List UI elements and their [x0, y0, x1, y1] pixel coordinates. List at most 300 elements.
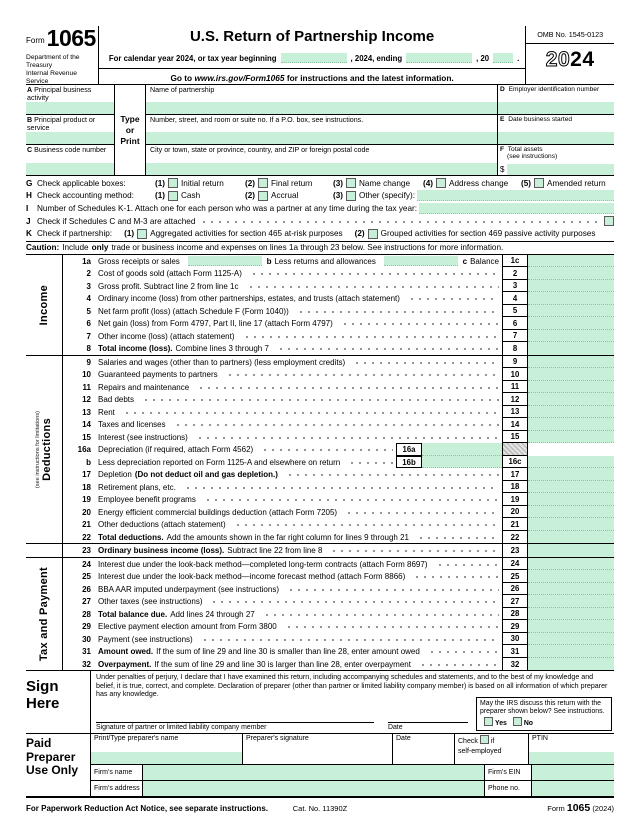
line-16a-entry-field[interactable] [422, 443, 502, 456]
line-32-amount-field[interactable] [528, 658, 614, 671]
line-25-amount-field[interactable] [528, 570, 614, 583]
line-15-number: 15 [82, 432, 91, 442]
line-16b-amount-field[interactable] [528, 456, 614, 469]
tax-year-ending-field[interactable] [406, 53, 472, 63]
line-4-amount-field[interactable] [528, 292, 614, 305]
line-31-box: 31 [502, 645, 528, 658]
line-text: Net gain (loss) from Form 4797, Part II, line 17 (attach Form 4797) [98, 319, 333, 329]
line-j-label: Check if Schedules C and M-3 are attached [37, 216, 196, 226]
line-17-row [63, 468, 614, 481]
line-8-row [63, 342, 614, 355]
line-i [26, 202, 614, 215]
line-4-number: 4 [86, 294, 91, 304]
line-6-row [63, 317, 614, 330]
line-21-row [63, 518, 614, 531]
line-g-letter: G [26, 178, 33, 188]
line-text: c [462, 256, 468, 266]
self-employed-checkbox[interactable] [480, 735, 489, 744]
line-22-amount-field[interactable] [528, 531, 614, 544]
dot-leader [285, 583, 499, 596]
line-5-box: 5 [502, 305, 528, 318]
goto-post: for instructions and the latest information. [286, 73, 454, 83]
line-16b-entry-field[interactable] [422, 456, 502, 469]
line-text: Bad debts [98, 395, 135, 405]
line-text: Add lines 24 through 27 [170, 609, 255, 619]
line-30-amount-field[interactable] [528, 633, 614, 646]
preparer-date-cell[interactable] [393, 734, 455, 764]
dot-leader [202, 493, 499, 506]
caution-word: Caution: [26, 243, 60, 253]
calendar-end-text: , 20 [476, 53, 490, 63]
line-3-amount-field[interactable] [528, 280, 614, 293]
deductions-label: Deductions [41, 418, 53, 482]
line-k: K Check if partnership: (1) Aggregated activities for section 465 at-risk purposes (2) Grouped activities for section 469 passive activity purposes [26, 229, 596, 239]
line-26-box: 26 [502, 583, 528, 596]
dot-leader [121, 406, 499, 419]
line-27-amount-field[interactable] [528, 595, 614, 608]
dept-line1: Department of the Treasury [26, 54, 80, 69]
city-state-zip-label: City or town, state or province, country, and ZIP or foreign postal code [150, 146, 370, 154]
line-12-amount-field[interactable] [528, 393, 614, 406]
discuss-yes-checkbox[interactable] [484, 717, 493, 726]
line-1b-less-returns-field[interactable] [384, 256, 458, 266]
line-15-row [63, 431, 614, 444]
section-taxpayment [26, 558, 614, 672]
dot-leader [199, 633, 499, 646]
firm-address-label: Firm's address [91, 781, 143, 796]
line-23-number: 23 [82, 546, 91, 556]
line-text: Add the amounts shown in the far right column for lines 9 through 21 [166, 532, 410, 542]
line-8-number: 8 [86, 344, 91, 354]
line-text: (Do not deduct oil and gas depletion.) [134, 470, 278, 480]
line-g: G Check applicable boxes: (1) Initial return (2) Final return (3) Name change (4) Address change (5) Amended return [26, 178, 606, 188]
line-24-amount-field[interactable] [528, 558, 614, 571]
line-13-amount-field[interactable] [528, 406, 614, 419]
preparer-signature-label: Preparer's signature [246, 735, 309, 743]
line-text: Retirement plans, etc. [98, 482, 176, 492]
line-28-amount-field[interactable] [528, 608, 614, 621]
line-19-amount-field[interactable] [528, 493, 614, 506]
line-text: Other income (loss) (attach statement) [98, 331, 235, 341]
line-4-row [63, 292, 614, 305]
dot-leader [346, 456, 393, 469]
section-deductions [26, 356, 614, 545]
line-text: Payment (see instructions) [98, 634, 193, 644]
line-k-letter: K [26, 229, 32, 239]
line-2-box: 2 [502, 267, 528, 280]
ein-field[interactable] [498, 102, 614, 114]
dot-leader [140, 393, 499, 406]
dot-leader [415, 531, 499, 544]
line-text: If the sum of line 29 and line 30 is smaller than line 28, enter amount owed [156, 647, 420, 657]
line-text: Overpayment. [98, 659, 152, 669]
line-17-amount-field[interactable] [528, 468, 614, 481]
line-7-amount-field[interactable] [528, 330, 614, 343]
income-label: Income [38, 284, 50, 326]
line-31-row [63, 645, 614, 658]
line-11-box: 11 [502, 381, 528, 394]
dot-leader [339, 317, 499, 330]
sign-here-section [26, 671, 614, 734]
section-income [26, 255, 614, 356]
line-16a-row [63, 443, 614, 456]
line-text: Total income (loss). [98, 344, 173, 354]
form-number: 1065 [46, 25, 96, 51]
calendar-period: . [517, 53, 520, 63]
line-14-number: 14 [82, 420, 91, 430]
line-19-row [63, 493, 614, 506]
line-text: Depreciation (if required, attach Form 4562) [98, 445, 254, 455]
line-text: b [266, 256, 272, 266]
line-5-row [63, 305, 614, 318]
line-22-row [63, 531, 614, 544]
ptin-field[interactable] [529, 752, 614, 764]
line-text: Employee benefit programs [98, 495, 196, 505]
section-sidebar-income [26, 255, 63, 355]
section-line23 [26, 544, 614, 558]
taxpayment-label: Tax and Payment [38, 567, 50, 662]
dot-leader [283, 620, 499, 633]
date-business-started-field[interactable] [498, 132, 614, 144]
line-25-row [63, 570, 614, 583]
line-13-number: 13 [82, 407, 91, 417]
business-code-field[interactable] [26, 163, 114, 175]
name-change-checkbox[interactable] [346, 178, 356, 188]
line-3-number: 3 [86, 281, 91, 291]
line-27-number: 27 [82, 597, 91, 607]
firm-ein-field[interactable] [532, 765, 614, 780]
line-1a-number: 1a [82, 256, 91, 266]
partnership-name-label: Name of partnership [150, 86, 215, 94]
line-16b-row [63, 456, 614, 469]
tax-year-badge: 2024 [545, 48, 595, 71]
dot-leader [351, 356, 499, 369]
line-30-row [63, 633, 614, 646]
line-24-box: 24 [502, 558, 528, 571]
dot-leader [406, 292, 499, 305]
other-method-specify-field[interactable] [417, 190, 614, 201]
principal-product-field[interactable] [26, 132, 114, 144]
line-12-number: 12 [82, 395, 91, 405]
line-text: Guaranteed payments to partners [98, 370, 218, 380]
total-assets-sublabel: (see instructions) [507, 153, 558, 160]
line-16a-amount-blank [528, 443, 614, 456]
main-lines-table [26, 255, 614, 672]
dollar-sign: $ [500, 165, 505, 174]
line-text: Balance [470, 256, 499, 266]
line-9-number: 9 [86, 357, 91, 367]
line-28-number: 28 [82, 609, 91, 619]
preparer-signature-cell[interactable] [243, 734, 393, 764]
line-5-amount-field[interactable] [528, 305, 614, 318]
discuss-yes-label: Yes [495, 719, 507, 727]
city-state-zip-field[interactable] [146, 163, 497, 175]
line-1a-gross-receipts-field[interactable] [188, 256, 262, 266]
line-7-box: 7 [502, 330, 528, 343]
dot-leader [172, 418, 499, 431]
line-text: Total balance due. [98, 609, 168, 619]
preparer-name-label: Print/Type preparer's name [94, 735, 179, 743]
form-header [26, 26, 614, 85]
line-28-box: 28 [502, 608, 528, 621]
type-or-print-label: Type or Print [114, 85, 146, 175]
dot-leader [245, 280, 500, 293]
dot-leader [261, 608, 499, 621]
irs-discuss-text: May the IRS discuss this return with the preparer shown below? See instructions. [480, 699, 605, 716]
line-text: Less depreciation reported on Form 1125-A and elsewhere on return [98, 457, 341, 467]
form-id-block [26, 26, 99, 84]
firm-address-field[interactable] [143, 781, 484, 796]
line-10-number: 10 [82, 370, 91, 380]
ptin-cell [529, 734, 614, 764]
line-11-row [63, 381, 614, 394]
line-18-box: 18 [502, 481, 528, 494]
dot-leader [417, 658, 499, 671]
discuss-no-label: No [523, 719, 533, 727]
line-16a-inner-box: 16a [396, 443, 422, 456]
dot-leader [259, 443, 393, 456]
line-text: Energy efficient commercial buildings deduction (attach Form 7205) [98, 507, 338, 517]
line-j-letter: J [26, 216, 31, 226]
amended-return-label: Amended return [547, 178, 606, 188]
line-2-row [63, 267, 614, 280]
line-16b-number: b [86, 457, 91, 467]
line-23-amount-field[interactable] [528, 544, 614, 557]
partnership-name-field[interactable] [146, 102, 497, 114]
line-16b-inner-box: 16b [396, 456, 422, 469]
dot-leader [248, 267, 499, 280]
business-code-label: Business code number [34, 146, 107, 154]
caution-line: Caution: Include only trade or business income and expenses on lines 1a through 23 below. See instructions for more information. [26, 242, 614, 255]
line-12-row [63, 393, 614, 406]
line-20-number: 20 [82, 507, 91, 517]
line-text: Net farm profit (loss) (attach Schedule F (Form 1040)) [98, 306, 289, 316]
paperwork-notice: For Paperwork Reduction Act Notice, see separate instructions. [26, 803, 268, 813]
line-6-number: 6 [86, 319, 91, 329]
principal-product-label: Principal product or service [27, 116, 96, 132]
page-footer [26, 798, 614, 814]
schedules-k1-count-field[interactable] [419, 203, 614, 214]
initial-return-checkbox[interactable] [168, 178, 178, 188]
line-text: Less returns and allowances [274, 256, 376, 266]
dot-leader [295, 305, 499, 318]
cash-method-checkbox[interactable] [168, 191, 178, 201]
signature-date-line[interactable] [388, 714, 468, 723]
preparer-name-field[interactable] [91, 752, 242, 764]
dot-leader [328, 544, 499, 557]
line-16a-shaded-box [502, 443, 528, 456]
total-assets-label: Total assets [507, 146, 543, 153]
firm-ein-label: Firm's EIN [484, 765, 532, 780]
dot-leader [232, 518, 499, 531]
line-text: Interest (see instructions) [98, 432, 188, 442]
line-6-amount-field[interactable] [528, 317, 614, 330]
total-assets-cell: F Total assets (see instructions) $ [498, 145, 614, 175]
business-code-cell: C Business code number [26, 145, 114, 175]
line-29-box: 29 [502, 620, 528, 633]
line-15-amount-field[interactable] [528, 431, 614, 444]
line-h-label: Check accounting method: [37, 191, 134, 201]
line-21-box: 21 [502, 518, 528, 531]
line-1a-amount-field[interactable] [528, 255, 614, 268]
line-29-number: 29 [82, 622, 91, 632]
dot-leader [284, 468, 499, 481]
omb-number: OMB No. 1545-0123 [526, 26, 614, 44]
line-text: Combine lines 3 through 7 [175, 344, 269, 354]
dot-leader [198, 215, 601, 228]
line-29-amount-field[interactable] [528, 620, 614, 633]
line-31-amount-field[interactable] [528, 645, 614, 658]
line-19-box: 19 [502, 493, 528, 506]
deductions-sublabel: (see instructions for limitations) [35, 411, 41, 489]
ein-label: Employer identification number [508, 86, 600, 93]
tax-year-beginning-field[interactable] [281, 53, 347, 63]
ein-cell: D Employer identification number [498, 85, 614, 115]
header-center [99, 26, 526, 84]
line-26-amount-field[interactable] [528, 583, 614, 596]
dot-leader [194, 431, 499, 444]
principal-business-activity-label: Principal business activity [27, 86, 92, 102]
line-30-number: 30 [82, 634, 91, 644]
line-24-number: 24 [82, 559, 91, 569]
paid-preparer-section [26, 734, 614, 798]
line-text: Cost of goods sold (attach Form 1125-A) [98, 269, 242, 279]
date-business-started-label: Date business started [508, 116, 573, 123]
line-32-number: 32 [82, 659, 91, 669]
line-text: Elective payment election amount from Form 3800 [98, 622, 277, 632]
dot-leader [208, 595, 499, 608]
line-6-box: 6 [502, 317, 528, 330]
line-8-amount-field[interactable] [528, 342, 614, 355]
phone-field[interactable] [532, 781, 614, 796]
entity-info-block [26, 85, 614, 176]
principal-business-activity-field[interactable] [26, 102, 114, 114]
line-27-box: 27 [502, 595, 528, 608]
line-2-amount-field[interactable] [528, 267, 614, 280]
other-method-label: Other (specify): [359, 191, 415, 201]
line-text: Repairs and maintenance [98, 382, 190, 392]
dot-leader [275, 342, 499, 355]
line-18-amount-field[interactable] [528, 481, 614, 494]
sign-here-label: Sign Here [26, 671, 91, 733]
calendar-year-line [99, 50, 525, 69]
line-14-amount-field[interactable] [528, 418, 614, 431]
section-465-checkbox[interactable] [137, 229, 147, 239]
line-text: If the sum of line 29 and line 30 is larger than line 28, enter overpayment [154, 659, 411, 669]
name-change-label: Name change [359, 178, 410, 188]
line-i-label: Number of Schedules K-1. Attach one for each person who was a partner at any time during the tax year: [37, 203, 418, 213]
firm-name-field[interactable] [143, 765, 484, 780]
line-23-row [63, 544, 614, 557]
line-13-row [63, 406, 614, 419]
phone-label: Phone no. [484, 781, 532, 796]
preparer-name-cell [91, 734, 243, 764]
line-23-box: 23 [502, 544, 528, 557]
dept-line2: Internal Revenue Service [26, 70, 77, 85]
line-22-box: 22 [502, 531, 528, 544]
dot-leader [426, 645, 499, 658]
city-state-zip-cell [146, 145, 497, 175]
footer-form-id: Form 1065 (2024) [547, 802, 614, 815]
line-14-row [63, 418, 614, 431]
line-11-number: 11 [82, 382, 91, 392]
line-2-number: 2 [86, 269, 91, 279]
line-1a-row [63, 255, 614, 268]
line-9-amount-field[interactable] [528, 356, 614, 369]
discuss-no-checkbox[interactable] [513, 717, 522, 726]
line-text: BBA AAR imputed underpayment (see instructions) [98, 584, 279, 594]
street-address-field[interactable] [146, 132, 497, 144]
final-return-checkbox[interactable] [258, 178, 268, 188]
principal-business-activity-cell: A Principal business activity [26, 85, 114, 115]
line-7-row [63, 330, 614, 343]
line-3-row [63, 280, 614, 293]
line-21-number: 21 [82, 520, 91, 530]
line-24-row [63, 558, 614, 571]
section-469-checkbox[interactable] [368, 229, 378, 239]
partner-signature-line[interactable] [96, 714, 374, 723]
line-17-box: 17 [502, 468, 528, 481]
line-text: Other deductions (attach statement) [98, 520, 226, 530]
form-word: Form [26, 36, 45, 45]
address-change-label: Address change [449, 178, 509, 188]
form-title: U.S. Return of Partnership Income [189, 28, 435, 45]
line-32-row [63, 658, 614, 671]
line-19-number: 19 [82, 495, 91, 505]
line-text: Gross receipts or sales [98, 256, 180, 266]
line-12-box: 12 [502, 393, 528, 406]
line-11-amount-field[interactable] [528, 381, 614, 394]
address-change-checkbox[interactable] [436, 178, 446, 188]
line-3-box: 3 [502, 280, 528, 293]
amended-return-checkbox[interactable] [534, 178, 544, 188]
line-i-letter: I [26, 203, 29, 213]
goto-pre: Go to [170, 73, 193, 83]
dot-leader [343, 506, 499, 519]
schedules-c-m3-checkbox[interactable] [604, 216, 614, 226]
section-sidebar-deductions [26, 356, 63, 544]
line-g-label: Check applicable boxes: [37, 178, 126, 188]
final-return-label: Final return [271, 178, 313, 188]
paid-preparer-label: Paid Preparer Use Only [26, 734, 91, 796]
checkbox-lines-block [26, 176, 614, 242]
line-text: Subtract line 22 from line 8 [227, 546, 323, 556]
street-address-cell [146, 115, 497, 145]
omb-year-block [526, 26, 614, 84]
line-14-box: 14 [502, 418, 528, 431]
other-method-checkbox[interactable] [346, 191, 356, 201]
accrual-method-checkbox[interactable] [258, 191, 268, 201]
principal-product-cell: B Principal product or service [26, 115, 114, 145]
firm-name-label: Firm's name [91, 765, 143, 780]
line-32-box: 32 [502, 658, 528, 671]
tax-year-end-year-field[interactable] [493, 53, 513, 63]
perjury-declaration: Under penalties of perjury, I declare that I have examined this return, including accompanying schedules and statements, and to the best of my knowledge and belief, it is true, correct, and complete. Declaration of preparer (other than partner or limited liability company member) is based on all information of which preparer has any knowledge. [96, 673, 608, 699]
line-31-number: 31 [82, 647, 91, 657]
line-4-box: 4 [502, 292, 528, 305]
line-9-box: 9 [502, 356, 528, 369]
line-1a-box: 1c [502, 255, 528, 268]
line-10-amount-field[interactable] [528, 368, 614, 381]
line-30-box: 30 [502, 633, 528, 646]
line-text: Other taxes (see instructions) [98, 597, 203, 607]
line-21-amount-field[interactable] [528, 518, 614, 531]
total-assets-field[interactable] [507, 164, 614, 175]
line-text: Amount owed. [98, 647, 154, 657]
line-17-number: 17 [82, 470, 91, 480]
line-20-amount-field[interactable] [528, 506, 614, 519]
catalog-number: Cat. No. 11390Z [292, 803, 348, 813]
